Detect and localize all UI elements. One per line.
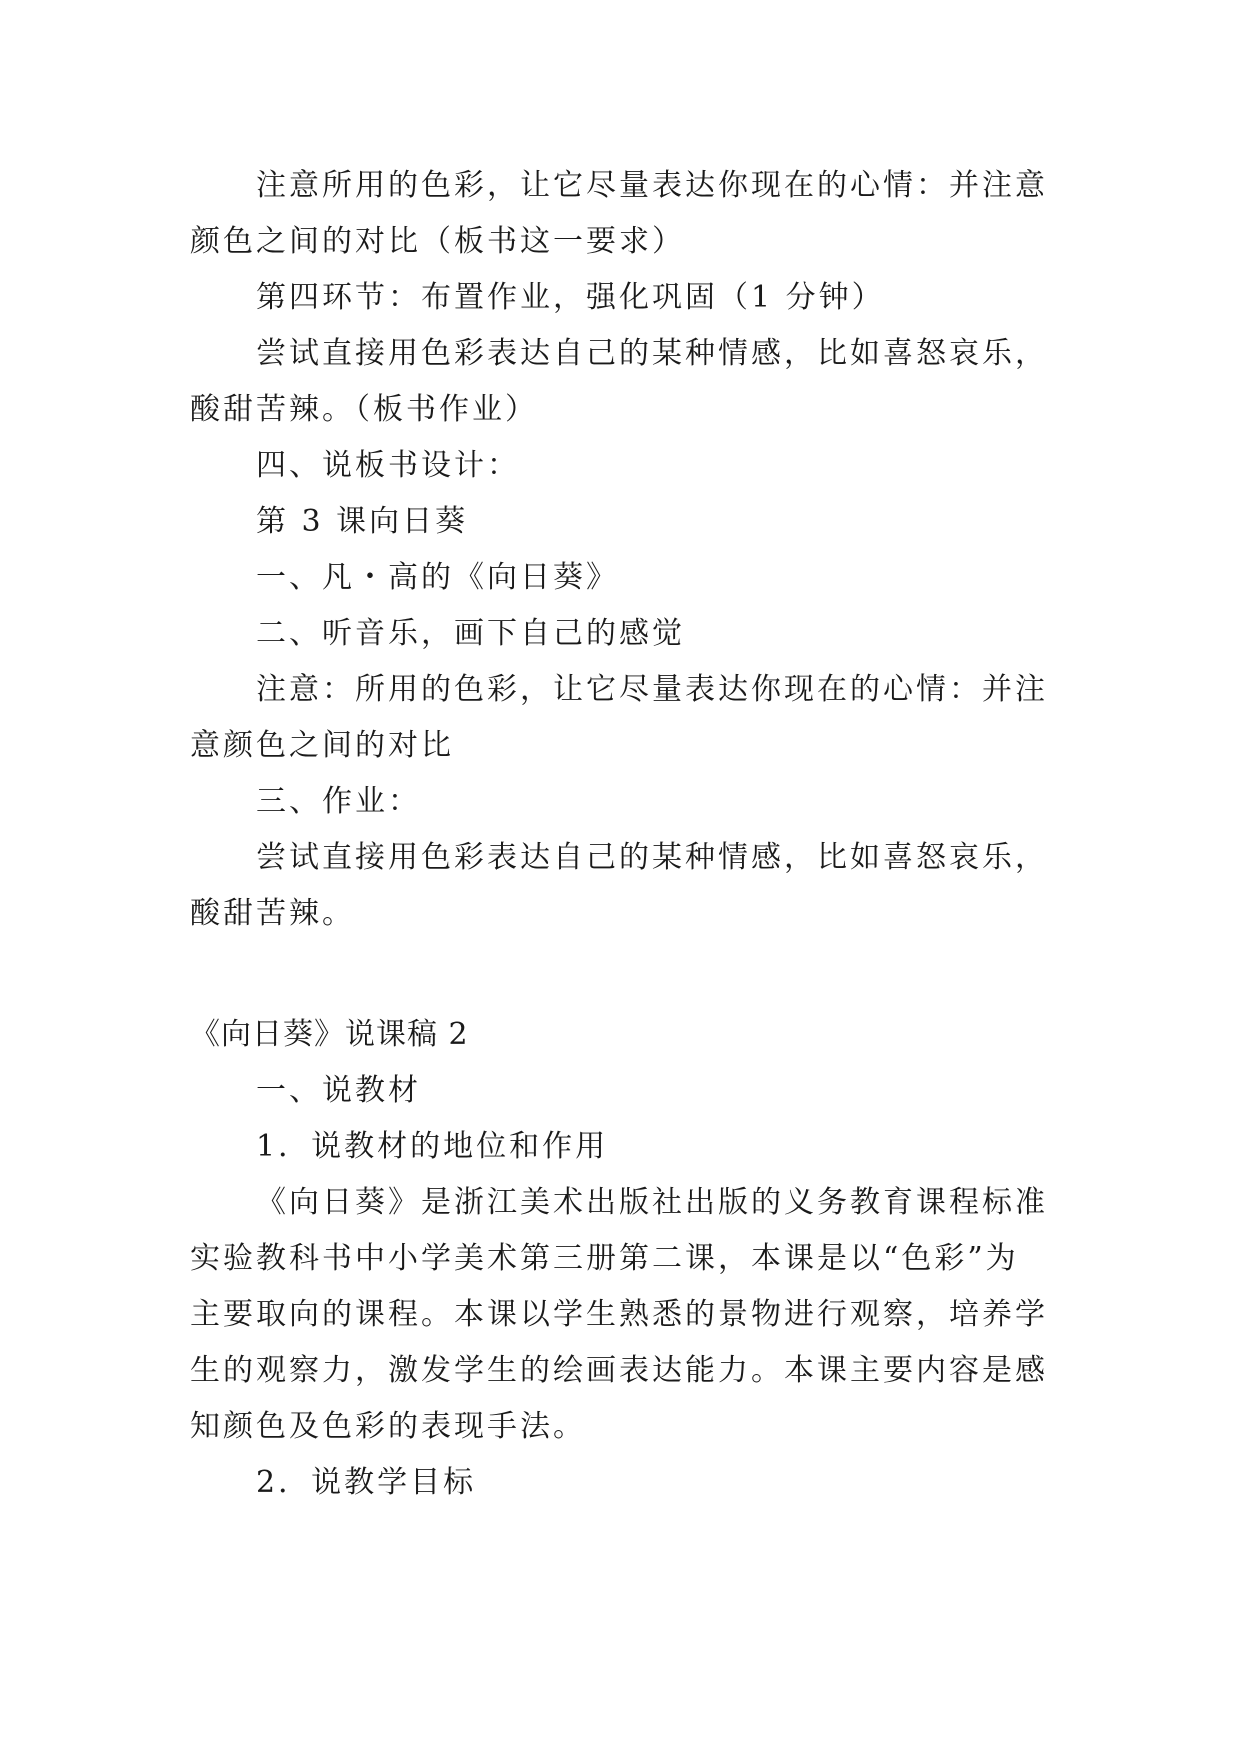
paragraph-line: 一、凡・高的《向日葵》: [256, 560, 619, 595]
paragraph-line: 尝试直接用色彩表达自己的某种情感，比如喜怒哀乐，: [256, 840, 1048, 875]
paragraph-line: 实验教科书中小学美术第三册第二课，本课是以“色彩”为: [190, 1241, 1019, 1276]
paragraph-line: 酸甜苦辣。（板书作业）: [190, 392, 538, 427]
paragraph-line: 主要取向的课程。本课以学生熟悉的景物进行观察，培养学: [190, 1297, 1048, 1332]
paragraph-line: 第四环节：布置作业，强化巩固（1 分钟）: [256, 280, 885, 315]
paragraph-line: 尝试直接用色彩表达自己的某种情感，比如喜怒哀乐，: [256, 336, 1048, 371]
paragraph-line: 意颜色之间的对比: [190, 728, 454, 763]
paragraph-line: 第 3 课向日葵: [256, 504, 469, 539]
paragraph-line: 注意所用的色彩，让它尽量表达你现在的心情：并注意: [256, 168, 1048, 203]
paragraph-line: 2．说教学目标: [256, 1465, 477, 1500]
paragraph-line: 二、听音乐，画下自己的感觉: [256, 616, 685, 651]
paragraph-line: 一、说教材: [256, 1073, 421, 1108]
paragraph-line: 三、作业：: [256, 784, 421, 819]
paragraph-line: 颜色之间的对比（板书这一要求）: [190, 224, 685, 259]
paragraph-line: 生的观察力，激发学生的绘画表达能力。本课主要内容是感: [190, 1353, 1048, 1388]
document-page: [190, 0, 1050, 1754]
section-title: 《向日葵》说课稿 2: [190, 1017, 469, 1052]
paragraph-line: 注意：所用的色彩，让它尽量表达你现在的心情：并注: [256, 672, 1048, 707]
paragraph-line: 知颜色及色彩的表现手法。: [190, 1409, 586, 1444]
paragraph-line: 《向日葵》是浙江美术出版社出版的义务教育课程标准: [256, 1185, 1048, 1220]
paragraph-line: 四、说板书设计：: [256, 448, 520, 483]
paragraph-line: 1．说教材的地位和作用: [256, 1129, 609, 1164]
paragraph-line: 酸甜苦辣。: [190, 896, 355, 931]
